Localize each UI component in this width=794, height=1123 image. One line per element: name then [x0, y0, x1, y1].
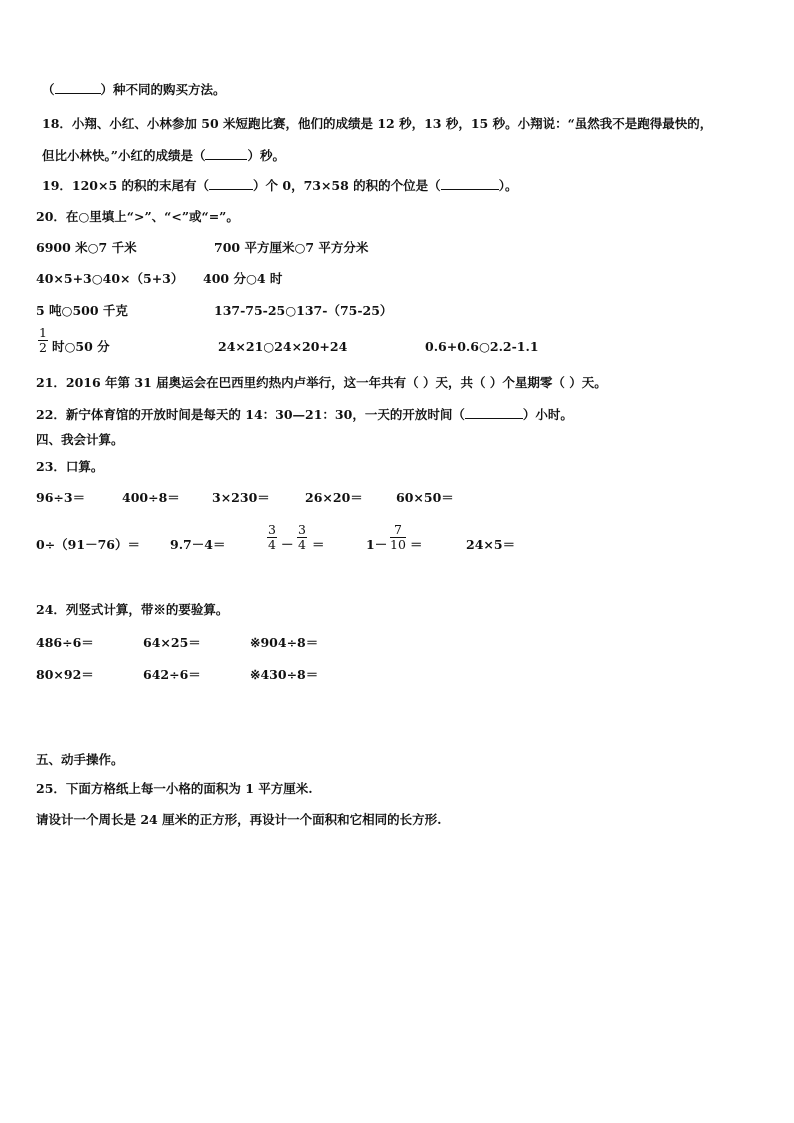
q23-expr[interactable]: 3×230＝ — [212, 490, 270, 505]
q20-item[interactable]: 0.6+0.6○2.2-1.1 — [425, 339, 539, 354]
q20-title: 20．在○里填上“>”、“<”或“=”。 — [36, 209, 239, 224]
q20-item[interactable]: 700 平方厘米○7 平方分米 — [214, 240, 369, 255]
q20-item[interactable]: 400 分○4 时 — [203, 271, 283, 286]
q17-line: （ ）种不同的购买方法。 — [42, 82, 226, 97]
q23-expr[interactable]: 96÷3＝ — [36, 490, 86, 505]
q23-expr[interactable]: 9.7－4＝ — [170, 537, 226, 552]
q24-expr[interactable]: 64×25＝ — [143, 635, 201, 650]
q23-title: 23．口算。 — [36, 459, 104, 474]
q24-expr[interactable]: ※904÷8＝ — [250, 635, 319, 650]
q18-line-1: 18．小翔、小红、小林参加 50 米短跑比赛，他们的成绩是 12 秒，13 秒，15 秒。小翔说：“虽然我不是跑得最快的， — [42, 116, 713, 131]
q25-line-1: 25．下面方格纸上每一小格的面积为 1 平方厘米. — [36, 781, 313, 796]
q23-equals[interactable]: ＝ — [312, 537, 325, 552]
q19-line: 19．120×5 的积的末尾有（ ）个 0，73×58 的积的个位是（ ）。 — [42, 178, 518, 193]
q20-item[interactable]: 5 吨○500 千克 — [36, 303, 128, 318]
q24-expr[interactable]: 486÷6＝ — [36, 635, 94, 650]
q23-fraction: $\frac{7}{10}$ — [390, 522, 406, 552]
q24-expr[interactable]: 80×92＝ — [36, 667, 94, 682]
q20-fraction: $\frac{1}{2}$ — [39, 325, 47, 355]
q23-fraction: $\frac{3}{4}$ — [298, 522, 306, 552]
q23-expr[interactable]: 400÷8＝ — [122, 490, 180, 505]
q20-item[interactable]: 24×21○24×20+24 — [218, 339, 348, 354]
q20-item[interactable]: 6900 米○7 千米 — [36, 240, 137, 255]
q18-answer-blank[interactable] — [205, 159, 247, 160]
q23-minus: － — [281, 537, 294, 552]
q22-answer-blank[interactable] — [465, 418, 523, 419]
q17-answer-blank[interactable] — [55, 93, 101, 94]
q20-item[interactable]: 137-75-25○137-（75-25） — [214, 303, 393, 318]
q24-expr[interactable]: ※430÷8＝ — [250, 667, 319, 682]
q23-expr[interactable]: 26×20＝ — [305, 490, 363, 505]
q19-answer-blank-1[interactable] — [209, 189, 253, 190]
q24-title: 24．列竖式计算，带※的要验算。 — [36, 602, 229, 617]
q21-line: 21．2016 年第 31 届奥运会在巴西里约热内卢举行，这一年共有（ ）天，共（ ）个星期零（ ）天。 — [36, 375, 607, 390]
section-4-heading: 四、我会计算。 — [36, 432, 124, 447]
q23-one-minus: 1－ — [366, 537, 388, 552]
q23-fraction: $\frac{3}{4}$ — [268, 522, 276, 552]
q19-answer-blank-2[interactable] — [441, 189, 499, 190]
q25-line-2: 请设计一个周长是 24 厘米的正方形，再设计一个面积和它相同的长方形. — [36, 812, 442, 827]
q20-item[interactable]: 40×5+3○40×（5+3） — [36, 271, 184, 286]
q20-item[interactable]: 时○50 分 — [52, 339, 110, 354]
q22-line: 22．新宁体育馆的开放时间是每天的 14：30—21：30，一天的开放时间（ ）小时。 — [36, 407, 573, 422]
q18-line-2: 但比小林快。”小红的成绩是（ ）秒。 — [42, 148, 285, 163]
q23-expr[interactable]: 0÷（91－76）＝ — [36, 537, 140, 552]
q23-expr[interactable]: 60×50＝ — [396, 490, 454, 505]
q24-expr[interactable]: 642÷6＝ — [143, 667, 201, 682]
q23-expr[interactable]: 24×5＝ — [466, 537, 516, 552]
section-5-heading: 五、动手操作。 — [36, 752, 124, 767]
q23-equals[interactable]: ＝ — [410, 537, 423, 552]
